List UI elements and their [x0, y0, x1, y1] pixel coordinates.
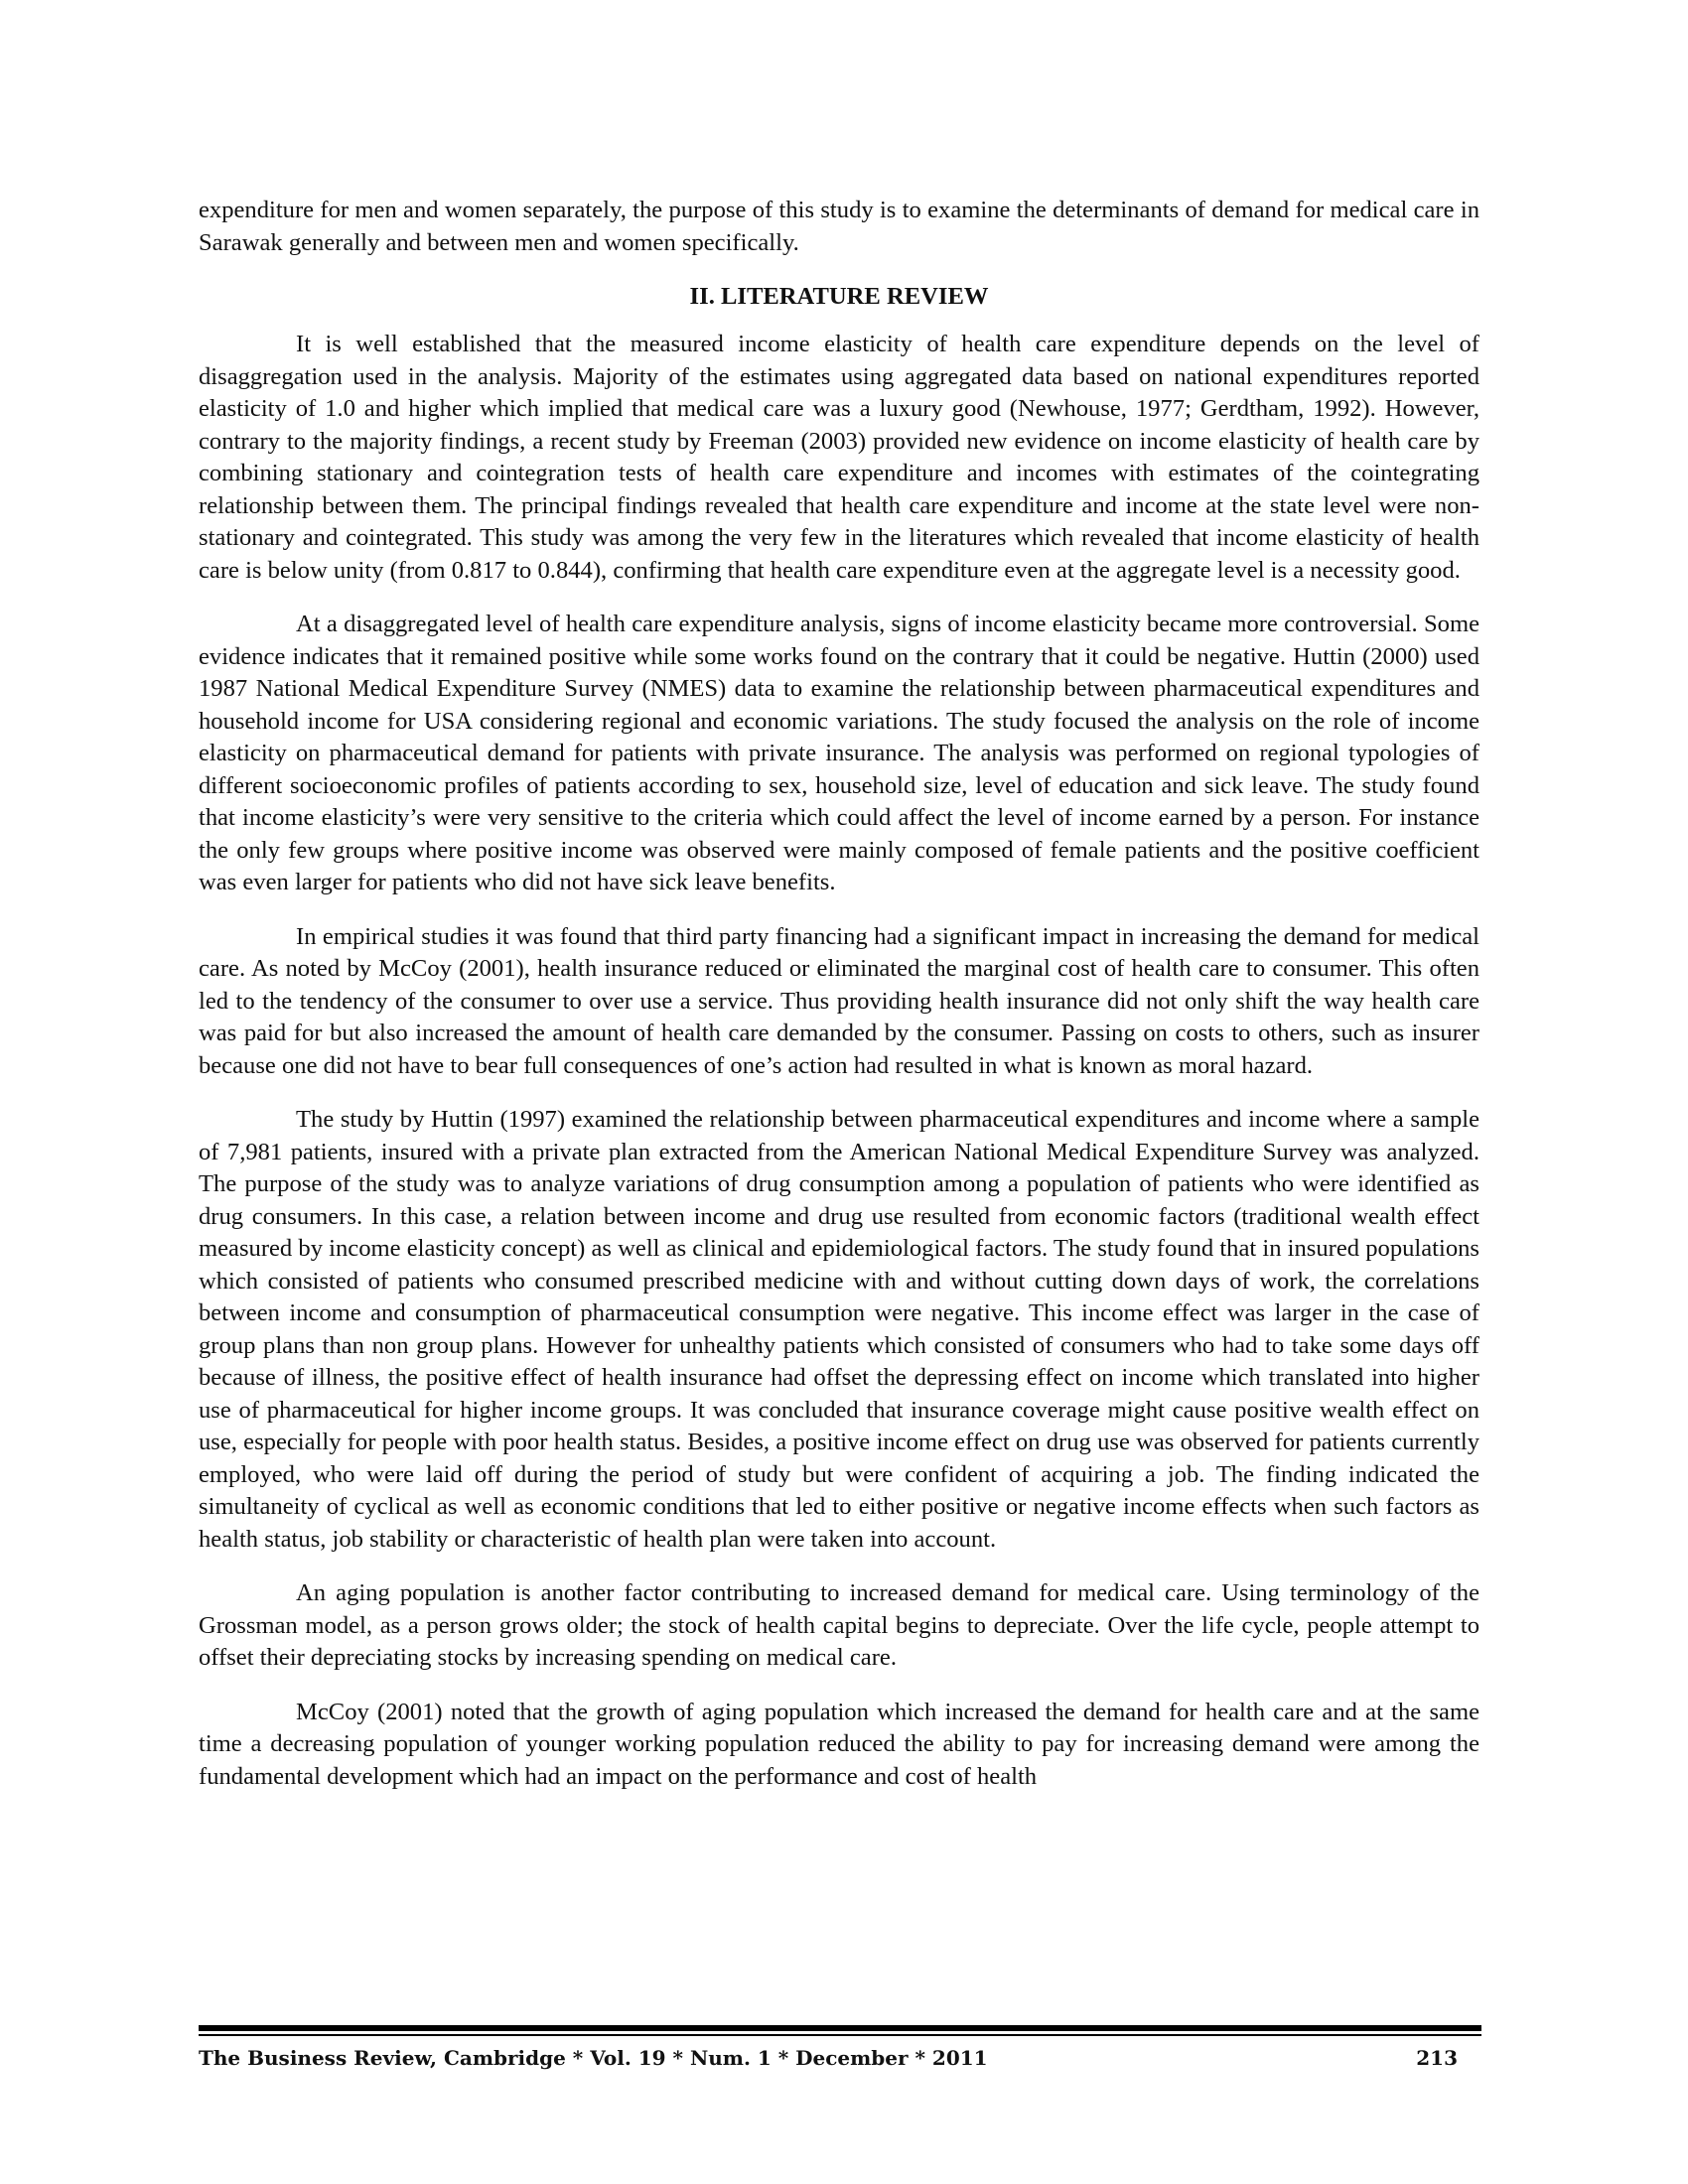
paragraph-3: In empirical studies it was found that third party financing had a significant impact in increasing the demand for medical care. As noted by McCoy (2001), health insurance reduced or eliminated the marginal cost of health care to consumer. This often led to the tendency of the consumer to over use a service. Thus providing health insurance did not only shift the way health care was paid for but also increased the amount of health care demanded by the consumer. Passing on costs to others, such as insurer because one did not have to bear full consequences of one’s action had resulted in what is known as moral hazard.	[199, 922, 1479, 1079]
footer-rule-thin	[199, 2034, 1481, 2036]
page-footer	[199, 2025, 1481, 2070]
paragraph-4: The study by Huttin (1997) examined the relationship between pharmaceutical expenditures and income where a sample of 7,981 patients, insured with a private plan extracted from the American National Medical Expenditure Survey was analyzed. The purpose of the study was to analyze variations of drug consumption among a population of patients who were identified as drug consumers. In this case, a relation between income and drug use resulted from economic factors (traditional wealth effect measured by income elasticity concept) as well as clinical and epidemiological factors. The study found that in insured populations which consisted of patients who consumed prescribed medicine with and without cutting down days of work, the correlations between income and consumption of pharmaceutical consumption were negative. This income effect was larger in the case of group plans than non group plans. However for unhealthy patients which consisted of consumers who had to take some days off because of illness, the positive effect of health insurance had offset the depressing effect on income which translated into higher use of pharmaceutical for higher income groups. It was concluded that insurance coverage might cause positive wealth effect on use, especially for people with poor health status. Besides, a positive income effect on drug use was observed for patients currently employed, who were laid off during the period of study but were confident of acquiring a job. The finding indicated the simultaneity of cyclical as well as economic conditions that led to either positive or negative income effects when such factors as health status, job stability or characteristic of health plan were taken into account.	[199, 1106, 1479, 1553]
paragraph-1: It is well established that the measured income elasticity of health care expenditure depends on the level of disaggregation used in the analysis. Majority of the estimates using aggregated data based on national expenditures reported elasticity of 1.0 and higher which implied that medical care was a luxury good (Newhouse, 1977; Gerdtham, 1992). However, contrary to the majority findings, a recent study by Freeman (2003) provided new evidence on income elasticity of health care by combining stationary and cointegration tests of health care expenditure and incomes with estimates of the cointegrating relationship between them. The principal findings revealed that health care expenditure and income at the state level were non-stationary and cointegrated. This study was among the very few in the literatures which revealed that income elasticity of health care is below unity (from 0.817 to 0.844), confirming that health care expenditure even at the aggregate level is a necessity good.	[199, 331, 1479, 584]
paragraph-2: At a disaggregated level of health care expenditure analysis, signs of income elasticity became more controversial. Some evidence indicates that it remained positive while some works found on the contrary that it could be negative. Huttin (2000) used 1987 National Medical Expenditure Survey (NMES) data to examine the relationship between pharmaceutical expenditures and household income for USA considering regional and economic variations. The study focused the analysis on the role of income elasticity on pharmaceutical demand for patients with private insurance. The analysis was performed on regional typologies of different socioeconomic profiles of patients according to sex, household size, level of education and sick leave. The study found that income elasticity’s were very sensitive to the criteria which could affect the level of income earned by a person. For instance the only few groups where positive income was observed were mainly composed of female patients and the positive coefficient was even larger for patients who did not have sick leave benefits.	[199, 611, 1479, 895]
paragraph-5: An aging population is another factor contributing to increased demand for medical care. Using terminology of the Grossman model, as a person grows older; the stock of health capital begins to depreciate. Over the life cycle, people attempt to offset their depreciating stocks by increasing spending on medical care.	[199, 1579, 1479, 1671]
paragraph-6: McCoy (2001) noted that the growth of aging population which increased the demand for health care and at the same time a decreasing population of younger working population reduced the ability to pay for increasing demand were among the fundamental development which had an impact on the performance and cost of health	[199, 1698, 1479, 1790]
footer-row	[199, 2046, 1481, 2070]
footer-rule-thick	[199, 2025, 1481, 2031]
section-heading: II. LITERATURE REVIEW	[689, 283, 989, 310]
page-body	[199, 195, 1479, 1815]
page-number: 213	[1416, 2046, 1458, 2070]
journal-citation: The Business Review, Cambridge * Vol. 19 * Num. 1 * December * 2011	[199, 2046, 988, 2070]
intro-paragraph: expenditure for men and women separately, the purpose of this study is to examine the determinants of demand for medical care in Sarawak generally and between men and women specifically.	[199, 197, 1479, 256]
